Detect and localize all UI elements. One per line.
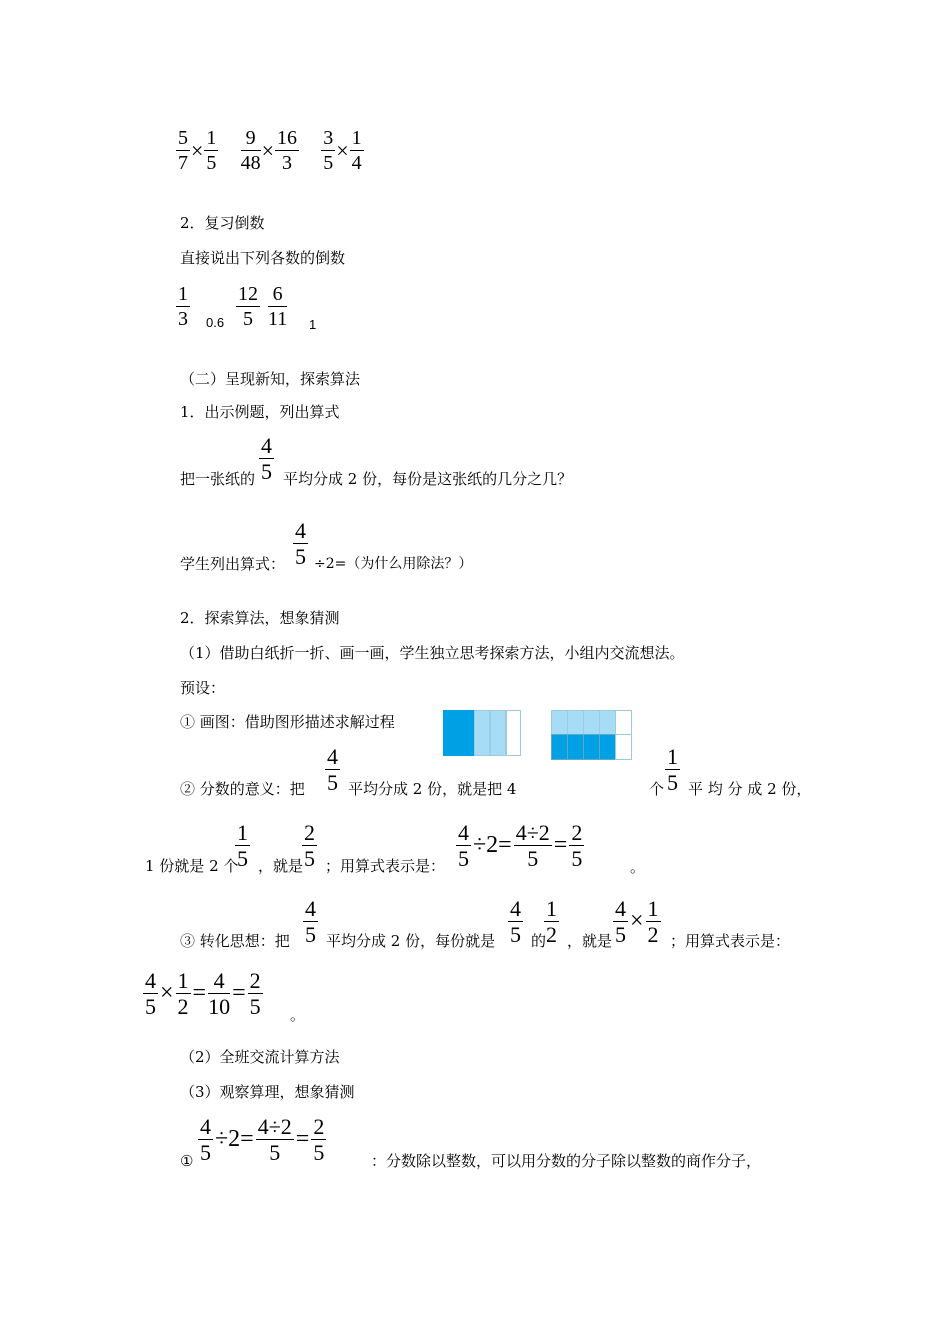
step2-1: （1）借助白纸折一折、画一画，学生独立思考探索方法，小组内交流想法。 xyxy=(180,644,685,662)
line2-end: 。 xyxy=(630,858,646,876)
method2-a: ② 分数的意义：把 xyxy=(180,780,305,798)
section2-title: 2．复习倒数 xyxy=(180,214,265,232)
method2-c: 个 xyxy=(649,780,665,798)
fraction: $\frac{1}{4}$ xyxy=(351,127,362,174)
method3-e: ；用算式表示是： xyxy=(670,932,791,950)
step2-2: （2）全班交流计算方法 xyxy=(180,1048,340,1066)
reciprocal-items xyxy=(176,282,190,331)
part2-heading: （二）呈现新知，探索算法 xyxy=(180,370,361,388)
fraction: $\frac{12}{5}$ xyxy=(238,283,258,330)
student-fraction: $\frac{4}{5}$ xyxy=(295,518,306,569)
fraction: $\frac{1}{5}$ xyxy=(206,127,217,174)
line2-b: ，就是 xyxy=(258,857,304,875)
fraction: $\frac{16}{3}$ xyxy=(277,127,298,174)
problem-fraction: $\frac{4}{5}$ xyxy=(261,433,272,484)
method2-b: 平均分成 2 份，就是把 4 xyxy=(348,780,517,798)
method3-b: 平均分成 2 份，每份就是 xyxy=(326,932,496,950)
method3-c: 的 xyxy=(531,932,547,950)
line2-c: ；用算式表示是： xyxy=(325,857,446,875)
step2-title: 2．探索算法，想象猜测 xyxy=(180,609,340,627)
preset-label: 预设： xyxy=(180,679,226,697)
fraction: $\frac{1}{3}$ xyxy=(178,283,188,330)
integer-item: 1 xyxy=(309,317,317,332)
fraction: $\frac{5}{7}$ xyxy=(178,127,188,174)
student-text-post: ÷2=（为什么用除法？） xyxy=(314,556,473,572)
decimal-item: 0.6 xyxy=(206,315,225,330)
method2-d: 平 均 分 成 2 份， xyxy=(688,780,812,798)
step1-title: 1．出示例题，列出算式 xyxy=(180,403,340,421)
method3-a: ③ 转化思想：把 xyxy=(180,932,290,950)
diagram-grid-2 xyxy=(551,710,632,760)
fraction: $\frac{9}{48}$ xyxy=(240,127,261,174)
last-text: ：分数除以整数，可以用分数的分子除以整数的商作分子， xyxy=(371,1152,762,1170)
last-circle: ① xyxy=(180,1152,194,1170)
line2-a: 1 份就是 2 个 xyxy=(145,857,239,875)
method2-frac1: $\frac{4}{5}$ xyxy=(327,744,338,795)
diagram-strip-1 xyxy=(443,710,521,756)
method3-frac3: $\frac{1}{2}$ xyxy=(546,896,557,947)
method3-product: $\frac{4}{5}$ × $\frac{1}{2}$ xyxy=(615,896,659,947)
problem-text-pre: 把一张纸的 xyxy=(180,470,256,488)
review-multiplication: $\frac{5}{7}$ × $\frac{1}{5}$ $\frac{9}{48}$ × $\frac{16}{3}$ $\frac{3}{5}$ × $\frac{1}{4}$ xyxy=(178,127,362,174)
equation3: $\frac{4}{5}$ × $\frac{1}{2}$ = $\frac{4}{10}$ = $\frac{2}{5}$ xyxy=(145,968,261,1019)
problem-text-post: 平均分成 2 份，每份是这张纸的几分之几？ xyxy=(283,470,573,488)
method3-frac2: $\frac{4}{5}$ xyxy=(510,896,521,947)
student-text-pre: 学生列出算式： xyxy=(180,555,286,573)
method2-frac2: $\frac{1}{5}$ xyxy=(667,744,678,795)
line2-frac2: $\frac{2}{5}$ xyxy=(304,820,315,871)
method3-d: ，就是 xyxy=(567,932,613,950)
fraction: $\frac{3}{5}$ xyxy=(323,127,334,174)
line2-equation: $\frac{4}{5}$ ÷2= $\frac{4\div 2}{5}$ = $\frac{2}{5}$ xyxy=(458,820,583,871)
reciprocal-items-2 xyxy=(236,282,287,331)
method1: ① 画图：借助图形描述求解过程 xyxy=(180,713,395,731)
method3-frac1: $\frac{4}{5}$ xyxy=(305,896,316,947)
section2-instruction: 直接说出下列各数的倒数 xyxy=(180,249,346,267)
last-equation: $\frac{4}{5}$ ÷2= $\frac{4\div 2}{5}$ = $\frac{2}{5}$ xyxy=(200,1114,325,1165)
equation3-end: 。 xyxy=(290,1006,306,1024)
fraction: $\frac{6}{11}$ xyxy=(268,283,288,330)
step2-3: （3）观察算理，想象猜测 xyxy=(180,1083,355,1101)
line2-frac1: $\frac{1}{5}$ xyxy=(237,820,248,871)
